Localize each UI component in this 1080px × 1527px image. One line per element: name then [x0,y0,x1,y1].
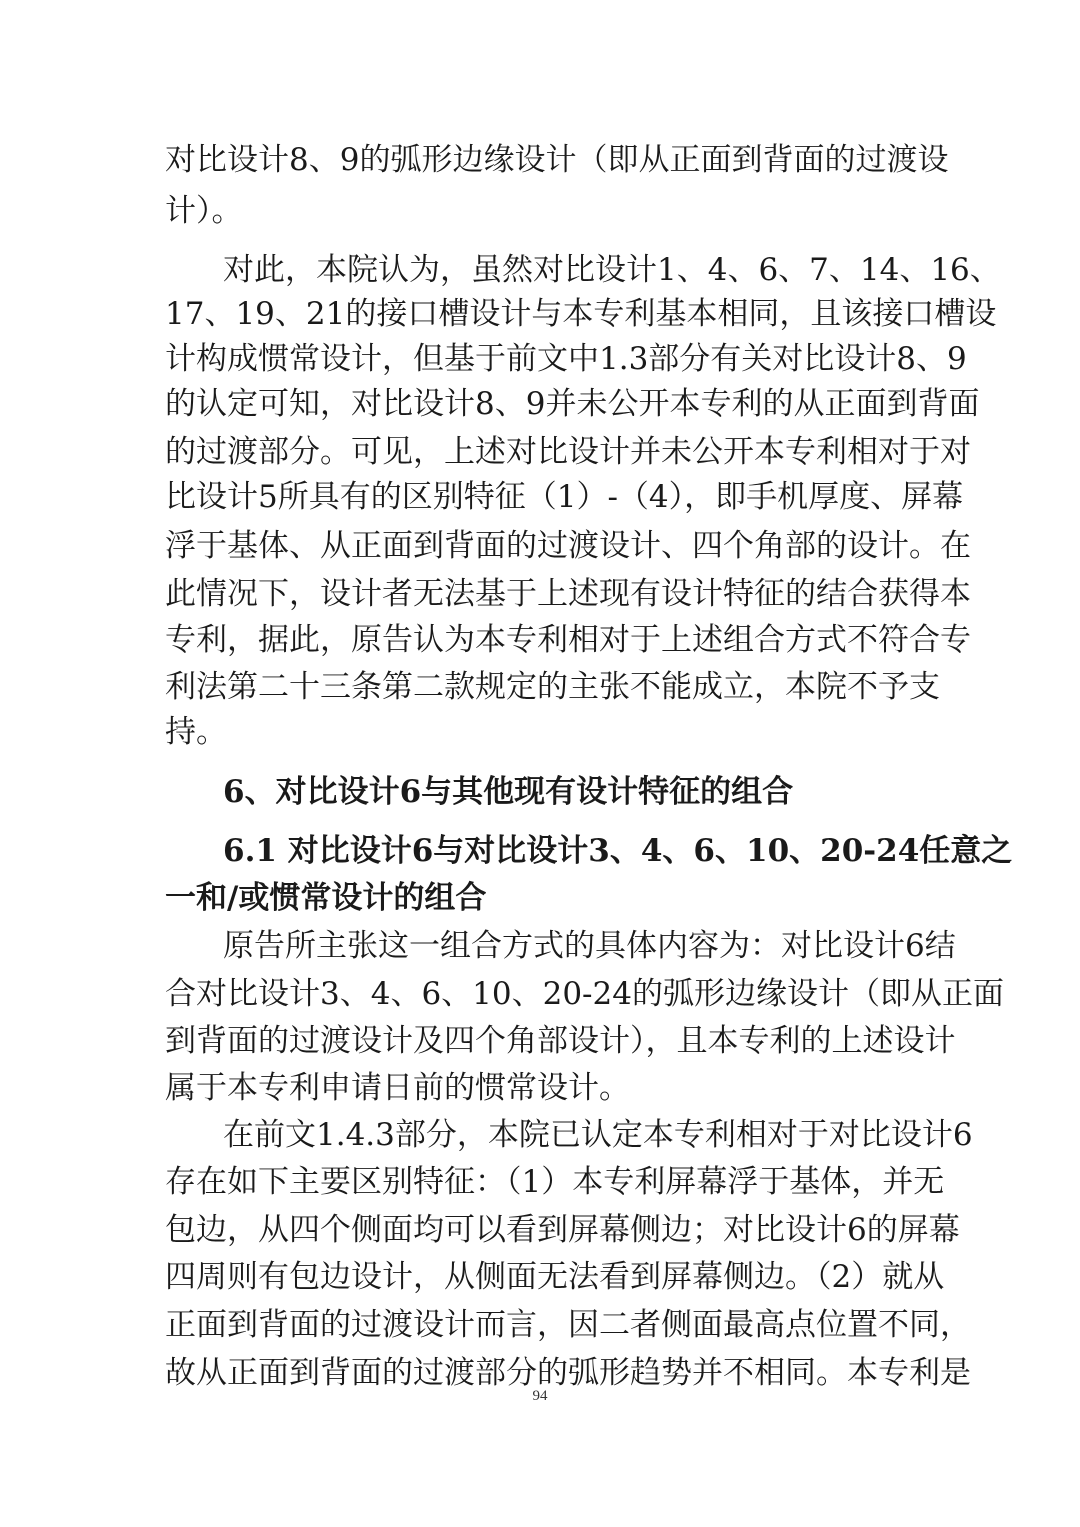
text-line: 的认定可知，对比设计8、9并未公开本专利的从正面到背面 [165,386,980,422]
text-line: 四周则有包边设计，从侧面无法看到屏幕侧边。（2）就从 [165,1259,945,1295]
text-line: 17、19、21的接口槽设计与本专利基本相同，且该接口槽设 [165,296,997,332]
paragraph-start: 原告所主张这一组合方式的具体内容为：对比设计6结 [223,928,956,964]
subsection-heading-continued: 一和/或惯常设计的组合 [165,880,487,916]
page-number: 94 [532,1388,548,1404]
text-line: 属于本专利申请日前的惯常设计。 [165,1070,630,1106]
text-line: 故从正面到背面的过渡部分的弧形趋势并不相同。本专利是 [165,1355,971,1391]
text-line: 利法第二十三条第二款规定的主张不能成立，本院不予支 [165,669,940,705]
text-line: 计）。 [165,193,243,229]
paragraph-start: 对此，本院认为，虽然对比设计1、4、6、7、14、16、 [223,252,1001,288]
subsection-heading: 6.1 对比设计6与对比设计3、4、6、10、20-24任意之 [223,833,1013,869]
text-line: 计构成惯常设计，但基于前文中1.3部分有关对比设计8、9 [165,341,967,377]
text-line: 到背面的过渡设计及四个角部设计），且本专利的上述设计 [165,1023,956,1059]
text-line: 对比设计8、9的弧形边缘设计（即从正面到背面的过渡设 [165,142,949,178]
text-line: 比设计5所具有的区别特征（1）-（4），即手机厚度、屏幕 [165,479,964,515]
text-line: 的过渡部分。可见，上述对比设计并未公开本专利相对于对 [165,434,971,470]
text-line: 此情况下，设计者无法基于上述现有设计特征的结合获得本 [165,576,971,612]
text-line: 专利，据此，原告认为本专利相对于上述组合方式不符合专 [165,622,971,658]
text-line: 持。 [165,714,227,750]
section-heading: 6、对比设计6与其他现有设计特征的组合 [223,774,794,810]
paragraph-start: 在前文1.4.3部分，本院已认定本专利相对于对比设计6 [223,1117,973,1153]
text-line: 浮于基体、从正面到背面的过渡设计、四个角部的设计。在 [165,528,971,564]
text-line: 包边，从四个侧面均可以看到屏幕侧边；对比设计6的屏幕 [165,1212,960,1248]
text-line: 正面到背面的过渡设计而言，因二者侧面最高点位置不同， [165,1307,971,1343]
text-line: 合对比设计3、4、6、10、20-24的弧形边缘设计（即从正面 [165,976,1004,1012]
text-line: 存在如下主要区别特征：（1）本专利屏幕浮于基体，并无 [165,1164,945,1200]
